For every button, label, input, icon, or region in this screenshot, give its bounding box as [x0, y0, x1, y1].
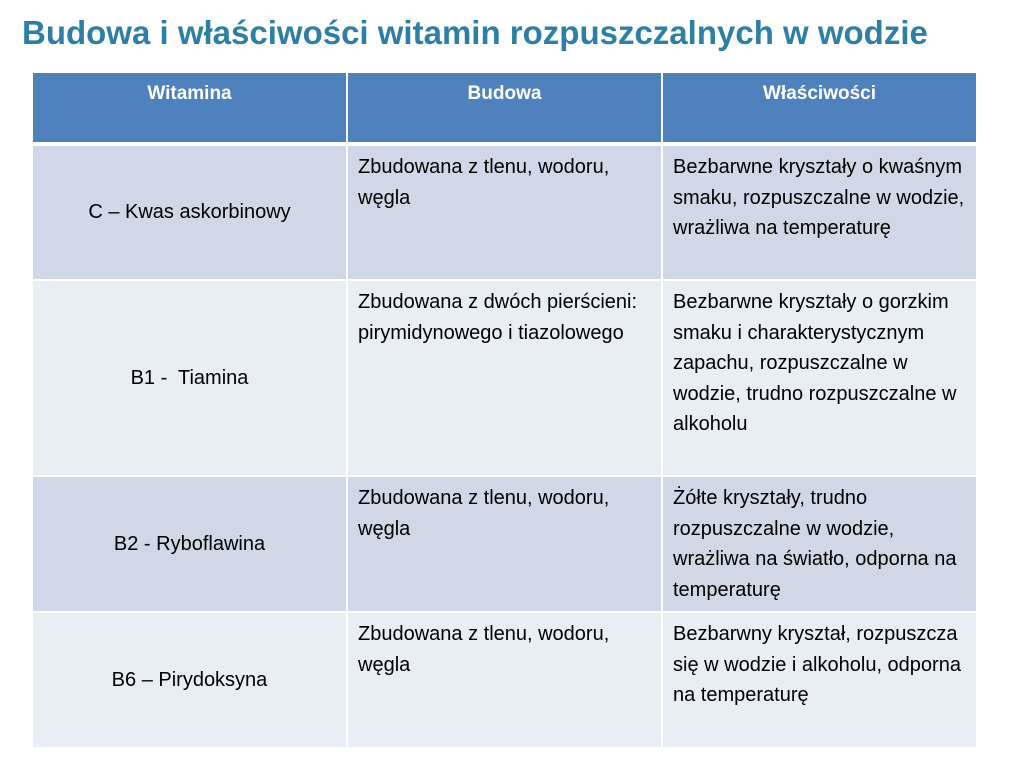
properties-cell: Bezbarwny kryształ, rozpuszcza się w wodzie i alkoholu, odporna na temperaturę [662, 612, 977, 748]
structure-cell: Zbudowana z tlenu, wodoru, węgla [347, 144, 662, 280]
structure-cell: Zbudowana z dwóch pierścieni: pirymidynowego i tiazolowego [347, 280, 662, 476]
vitamins-table [31, 71, 978, 749]
header-structure: Budowa [347, 72, 662, 144]
vitamin-cell: C – Kwas askorbinowy [32, 144, 347, 280]
table-header-row [32, 72, 977, 144]
header-properties: Właściwości [662, 72, 977, 144]
properties-cell: Bezbarwne kryształy o gorzkim smaku i charakterystycznym zapachu, rozpuszczalne w wodzie, trudno rozpuszczalne w alkoholu [662, 280, 977, 476]
vitamin-cell: B6 – Pirydoksyna [32, 612, 347, 748]
slide-title: Budowa i właściwości witamin rozpuszczalnych w wodzie [22, 14, 928, 51]
properties-cell: Bezbarwne kryształy o kwaśnym smaku, rozpuszczalne w wodzie, wrażliwa na temperaturę [662, 144, 977, 280]
properties-cell: Żółte kryształy, trudno rozpuszczalne w wodzie, wrażliwa na światło, odporna na temperaturę [662, 476, 977, 612]
structure-cell: Zbudowana z tlenu, wodoru, węgla [347, 476, 662, 612]
vitamin-cell: B2 - Ryboflawina [32, 476, 347, 612]
vitamin-cell: B1 - Tiamina [32, 280, 347, 476]
header-vitamin: Witamina [32, 72, 347, 144]
structure-cell: Zbudowana z tlenu, wodoru, węgla [347, 612, 662, 748]
table-row [32, 612, 977, 748]
table-row [32, 280, 977, 476]
table-row [32, 476, 977, 612]
table-row [32, 144, 977, 280]
